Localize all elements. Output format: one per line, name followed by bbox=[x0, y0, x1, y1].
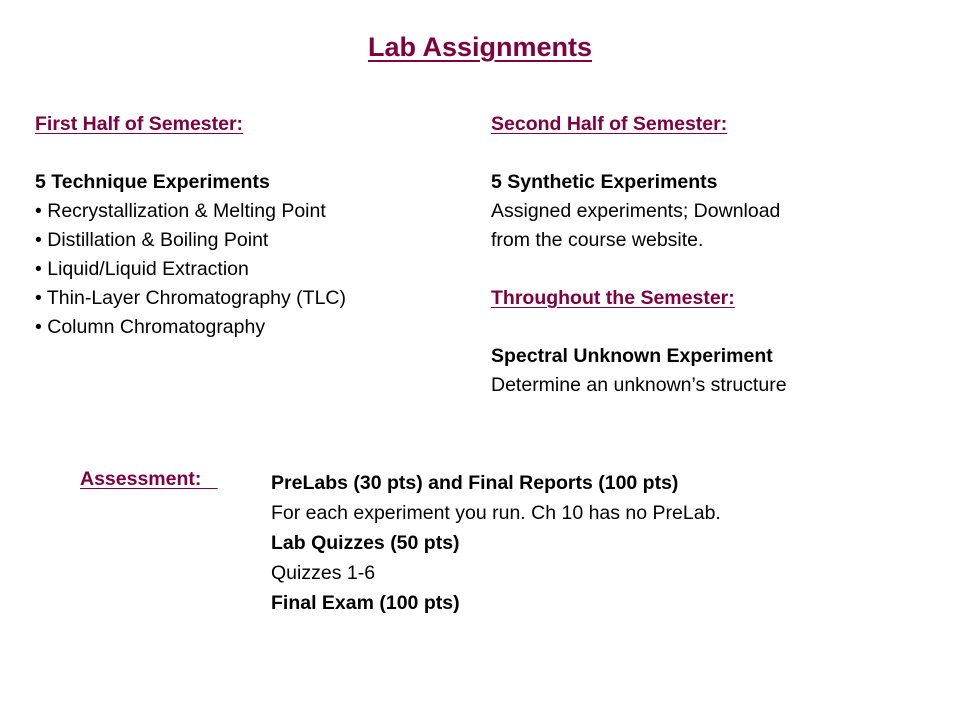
second-half-heading: Second Half of Semester: bbox=[491, 113, 728, 135]
assessment-note: For each experiment you run. Ch 10 has no PreLab. bbox=[271, 502, 721, 524]
second-half-section bbox=[491, 110, 891, 400]
list-item: • Column Chromatography bbox=[35, 316, 266, 338]
spectral-description-line: Determine an unknown’s structure bbox=[491, 374, 787, 396]
list-item: • Thin-Layer Chromatography (TLC) bbox=[35, 287, 347, 309]
page-title: Lab Assignments bbox=[367, 32, 593, 62]
spectral-unknown-title: Spectral Unknown Experiment bbox=[491, 345, 773, 367]
first-half-section bbox=[35, 110, 465, 342]
assessment-note: Quizzes 1-6 bbox=[271, 562, 376, 584]
synthetic-description-line: from the course website. bbox=[491, 229, 704, 251]
assessment-item: Final Exam (100 pts) bbox=[271, 592, 460, 614]
list-item: • Distillation & Boiling Point bbox=[35, 229, 269, 251]
list-item: • Recrystallization & Melting Point bbox=[35, 200, 326, 222]
assessment-list bbox=[271, 468, 931, 618]
technique-experiments-title: 5 Technique Experiments bbox=[35, 171, 270, 193]
first-half-heading: First Half of Semester: bbox=[35, 113, 244, 135]
synthetic-experiments-title: 5 Synthetic Experiments bbox=[491, 171, 718, 193]
assessment-item: PreLabs (30 pts) and Final Reports (100 pts) bbox=[271, 472, 679, 494]
assessment-item: Lab Quizzes (50 pts) bbox=[271, 532, 460, 554]
assessment-label: Assessment: bbox=[80, 468, 218, 490]
list-item: • Liquid/Liquid Extraction bbox=[35, 258, 249, 280]
synthetic-description-line: Assigned experiments; Download bbox=[491, 200, 781, 222]
throughout-heading: Throughout the Semester: bbox=[491, 287, 735, 309]
